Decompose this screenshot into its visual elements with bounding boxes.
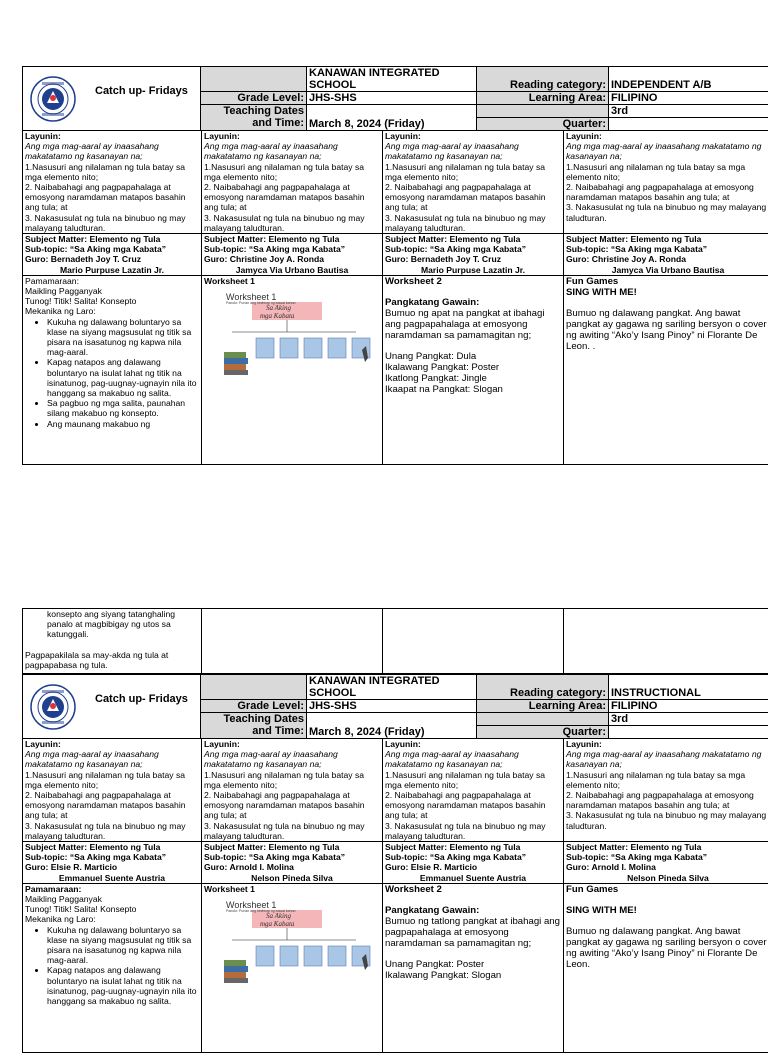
worksheet2-cell: Worksheet 2 Pangkatang Gawain: Bumuo ng tatlong pangkat at ibahagi ang pagpapahalaga at emosyong naramdaman sa pamamagitan ng; Unang Pangkat: Poster Ikalawang Pangkat: Slogan	[383, 883, 564, 1052]
layunin-cell: Layunin: Ang mga mag-aaral ay inaasahang makatatamo ng kasanayan na; 1.Nasusuri ang nilalaman ng tula batay sa mga elemento nito; 2. Naibabahagi ang pagpapahalaga at emosyong naramdaman matapos basahin ang tula; at 3. Nakasusulat ng tula na binubuo ng may malayang taludturan.	[23, 131, 202, 234]
pamamaraan-cell: Pamamaraan: Maikling Pagganyak Tunog! Titik! Salita! Konsepto Mekanika ng Laro: • Kukuha ng dalawang boluntaryo sa klase na siyang magsusulat ng titik sa pisara na isasatunog ng kapwa nila mag-aaral. • Kapag natapos ang dalawang boluntaryo na isulat lahat ng titik na isinatunog, pag-uugnay-ugnayin nila ito hanggang sa makabuo ng salita.	[23, 883, 202, 1052]
subject-cell: Subject Matter: Elemento ng Tula Sub-topic: “Sa Aking mga Kabata” Guro: Bernadeth Joy T. Cruz Mario Purpuse Lazatin Jr.	[23, 234, 202, 276]
header-table	[22, 674, 768, 739]
worksheet1-image-instruction: Panuto: Punan ang hinihingi ng bawat kahon.	[226, 301, 296, 305]
worksheet1-cell: Worksheet 1 Worksheet 1 Panuto: Punan ang hinihingi ng bawat kahon. Sa Aking mga Kabata	[202, 275, 383, 464]
worksheet1-image-title: Worksheet 1	[226, 292, 276, 302]
deped-seal-icon	[30, 76, 76, 122]
subject-cell: Subject Matter: Elemento ng Tula Sub-topic: “Sa Aking mga Kabata” Guro: Elsie R. Marticio Emmanuel Suente Austria	[23, 842, 202, 884]
layunin-row	[23, 739, 768, 842]
layunin-cell: Layunin: Ang mga mag-aaral ay inaasahang makatatamo ng kasanayan na; 1.Nasusuri ang nilalaman ng tula batay sa mga elemento nito; 2. Naibabahagi ang pagpapahalaga at emosyong naramdaman matapos basahin ang tula; at 3. Nakasusulat ng tula na binubuo ng may malayang taludturan.	[564, 739, 768, 842]
subject-cell: Subject Matter: Elemento ng Tula Sub-topic: “Sa Aking mga Kabata” Guro: Bernadeth Joy T. Cruz Mario Purpuse Lazatin Jr.	[383, 234, 564, 276]
learning-area-label: Learning Area:	[477, 700, 609, 713]
grade-level-value: JHS-SHS	[307, 92, 477, 105]
teaching-dates-label: Teaching Dates and Time:	[201, 713, 307, 739]
learning-area-label: Learning Area:	[477, 92, 609, 105]
subject-cell: Subject Matter: Elemento ng Tula Sub-topic: “Sa Aking mga Kabata” Guro: Christine Joy A. Ronda Jamyca Via Urbano Bautisa	[564, 234, 768, 276]
layunin-row	[23, 131, 768, 234]
subject-cell: Subject Matter: Elemento ng Tula Sub-topic: “Sa Aking mga Kabata” Guro: Arnold I. Molina Nelson Pineda Silva	[202, 842, 383, 884]
continuation-grid	[22, 608, 768, 674]
teaching-dates-label: Teaching Dates and Time:	[201, 105, 307, 131]
subject-cell: Subject Matter: Elemento ng Tula Sub-topic: “Sa Aking mga Kabata” Guro: Arnold I. Molina Nelson Pineda Silva	[564, 842, 768, 884]
lesson-grid	[22, 738, 768, 1053]
grade-level-label: Grade Level:	[201, 700, 307, 713]
worksheet1-image-instruction: Panuto: Punan ang hinihingi ng bawat kahon.	[226, 909, 296, 913]
subject-row	[23, 842, 768, 884]
worksheet1-image	[224, 898, 374, 984]
quarter-value: 3rd	[609, 105, 768, 118]
worksheet1-poem-line2: mga Kabata	[260, 920, 295, 928]
grade-level-value: JHS-SHS	[307, 700, 477, 713]
quarter-label: Quarter:	[477, 118, 609, 131]
teaching-dates-value: March 8, 2024 (Friday)	[307, 713, 477, 739]
activity-row	[23, 275, 768, 464]
layunin-cell: Layunin: Ang mga mag-aaral ay inaasahang makatatamo ng kasanayan na; 1.Nasusuri ang nilalaman ng tula batay sa mga elemento nito; 2. Naibabahagi ang pagpapahalaga at emosyong naramdaman matapos basahin ang tula; at 3. Nakasusulat ng tula na binubuo ng may malayang taludturan.	[383, 131, 564, 234]
subject-cell: Subject Matter: Elemento ng Tula Sub-topic: “Sa Aking mga Kabata” Guro: Christine Joy A. Ronda Jamyca Via Urbano Bautisa	[202, 234, 383, 276]
layunin-cell: Layunin: Ang mga mag-aaral ay inaasahang makatatamo ng kasanayan na; 1.Nasusuri ang nilalaman ng tula batay sa mga elemento nito; 2. Naibabahagi ang pagpapahalaga at emosyong naramdaman matapos basahin ang tula; at 3. Nakasusulat ng tula na binubuo ng may malayang taludturan.	[202, 739, 383, 842]
logo-cell	[23, 675, 201, 739]
subject-cell: Subject Matter: Elemento ng Tula Sub-topic: “Sa Aking mga Kabata” Guro: Elsie R. Marticio Emmanuel Suente Austria	[383, 842, 564, 884]
grade-level-label: Grade Level:	[201, 92, 307, 105]
pamamaraan-cell: Pamamaraan: Maikling Pagganyak Tunog! Titik! Salita! Konsepto Mekanika ng Laro: • Kukuha ng dalawang boluntaryo sa klase na siyang magsusulat ng titik sa pisara na isasatunog ng kapwa nila mag-aaral. • Kapag natapos ang dalawang boluntaryo na isulat lahat ng titik na isinatunog, pag-uugnay-ugnayin nila ito hanggang sa makabuo ng salita. • Sa pagbuo ng mga salita, paunahan silang makabuo ng konsepto. • Ang maunang makabuo ng	[23, 275, 202, 464]
worksheet1-poem-line1: Sa Aking	[266, 304, 291, 312]
teaching-dates-value: March 8, 2024 (Friday)	[307, 105, 477, 131]
quarter-value: 3rd	[609, 713, 768, 726]
worksheet1-image-title: Worksheet 1	[226, 900, 276, 910]
reading-category-value: INDEPENDENT A/B	[609, 67, 768, 92]
lesson-grid	[22, 130, 768, 465]
learning-area-value: FILIPINO	[609, 700, 768, 713]
layunin-cell: Layunin: Ang mga mag-aaral ay inaasahang makatatamo ng kasanayan na; 1.Nasusuri ang nilalaman ng tula batay sa mga elemento nito; 2. Naibabahagi ang pagpapahalaga at emosyong naramdaman matapos basahin ang tula; at 3. Nakasusulat ng tula na binubuo ng may malayang taludturan.	[202, 131, 383, 234]
header-table	[22, 66, 768, 131]
quarter-label: Quarter:	[477, 726, 609, 739]
worksheet1-poem-line1: Sa Aking	[266, 912, 291, 920]
catch-up-title: Catch up- Fridays	[95, 693, 188, 705]
subject-row	[23, 234, 768, 276]
pamamaraan-continuation: konsepto ang siyang tatanghaling panalo at magbibigay ng utos sa katunggali. Pagpapakilala sa may-akda ng tula at pagpapabasa ng tula.	[23, 609, 202, 674]
school-name: KANAWAN INTEGRATED SCHOOL	[307, 67, 477, 92]
deped-seal-icon	[30, 684, 76, 730]
logo-cell	[23, 67, 201, 131]
fun-games-cell: Fun Games SING WITH ME! Bumuo ng dalawang pangkat. Ang bawat pangkat ay gagawa ng sariling bersyon o cover ng awiting “Ako’y Isang Pinoy” ni Florante De Leon.	[564, 883, 768, 1052]
learning-area-value: FILIPINO	[609, 92, 768, 105]
fun-games-cell: Fun Games SING WITH ME! Bumuo ng dalawang pangkat. Ang bawat pangkat ay gagawa ng sariling bersyon o cover ng awiting “Ako’y Isang Pinoy” ni Florante De Leon. .	[564, 275, 768, 464]
catch-up-title: Catch up- Fridays	[95, 85, 188, 97]
layunin-cell: Layunin: Ang mga mag-aaral ay inaasahang makatatamo ng kasanayan na; 1.Nasusuri ang nilalaman ng tula batay sa mga elemento nito; 2. Naibabahagi ang pagpapahalaga at emosyong naramdaman matapos basahin ang tula; at 3. Nakasusulat ng tula na binubuo ng may malayang taludturan.	[23, 739, 202, 842]
reading-category-value: INSTRUCTIONAL	[609, 675, 768, 700]
reading-category-label: Reading category:	[477, 67, 609, 92]
worksheet2-cell: Worksheet 2 Pangkatang Gawain: Bumuo ng apat na pangkat at ibahagi ang pagpapahalaga at emosyong naramdaman sa pamamagitan ng; Unang Pangkat: Dula Ikalawang Pangkat: Poster Ikatlong Pangkat: Jingle Ikaapat na Pangkat: Slogan	[383, 275, 564, 464]
activity-row	[23, 883, 768, 1052]
school-name: KANAWAN INTEGRATED SCHOOL	[307, 675, 477, 700]
worksheet1-cell: Worksheet 1 Worksheet 1 Panuto: Punan ang hinihingi ng bawat kahon. Sa Aking mga Kabata	[202, 883, 383, 1052]
reading-category-label: Reading category:	[477, 675, 609, 700]
layunin-cell: Layunin: Ang mga mag-aaral ay inaasahang makatatamo ng kasanayan na; 1.Nasusuri ang nilalaman ng tula batay sa mga elemento nito; 2. Naibabahagi ang pagpapahalaga at emosyong naramdaman matapos basahin ang tula; at 3. Nakasusulat ng tula na binubuo ng may malayang taludturan.	[564, 131, 768, 234]
layunin-cell: Layunin: Ang mga mag-aaral ay inaasahang makatatamo ng kasanayan na; 1.Nasusuri ang nilalaman ng tula batay sa mga elemento nito; 2. Naibabahagi ang pagpapahalaga at emosyong naramdaman matapos basahin ang tula; at 3. Nakasusulat ng tula na binubuo ng may malayang taludturan.	[383, 739, 564, 842]
worksheet1-poem-line2: mga Kabata	[260, 312, 295, 320]
worksheet1-image	[224, 290, 374, 376]
